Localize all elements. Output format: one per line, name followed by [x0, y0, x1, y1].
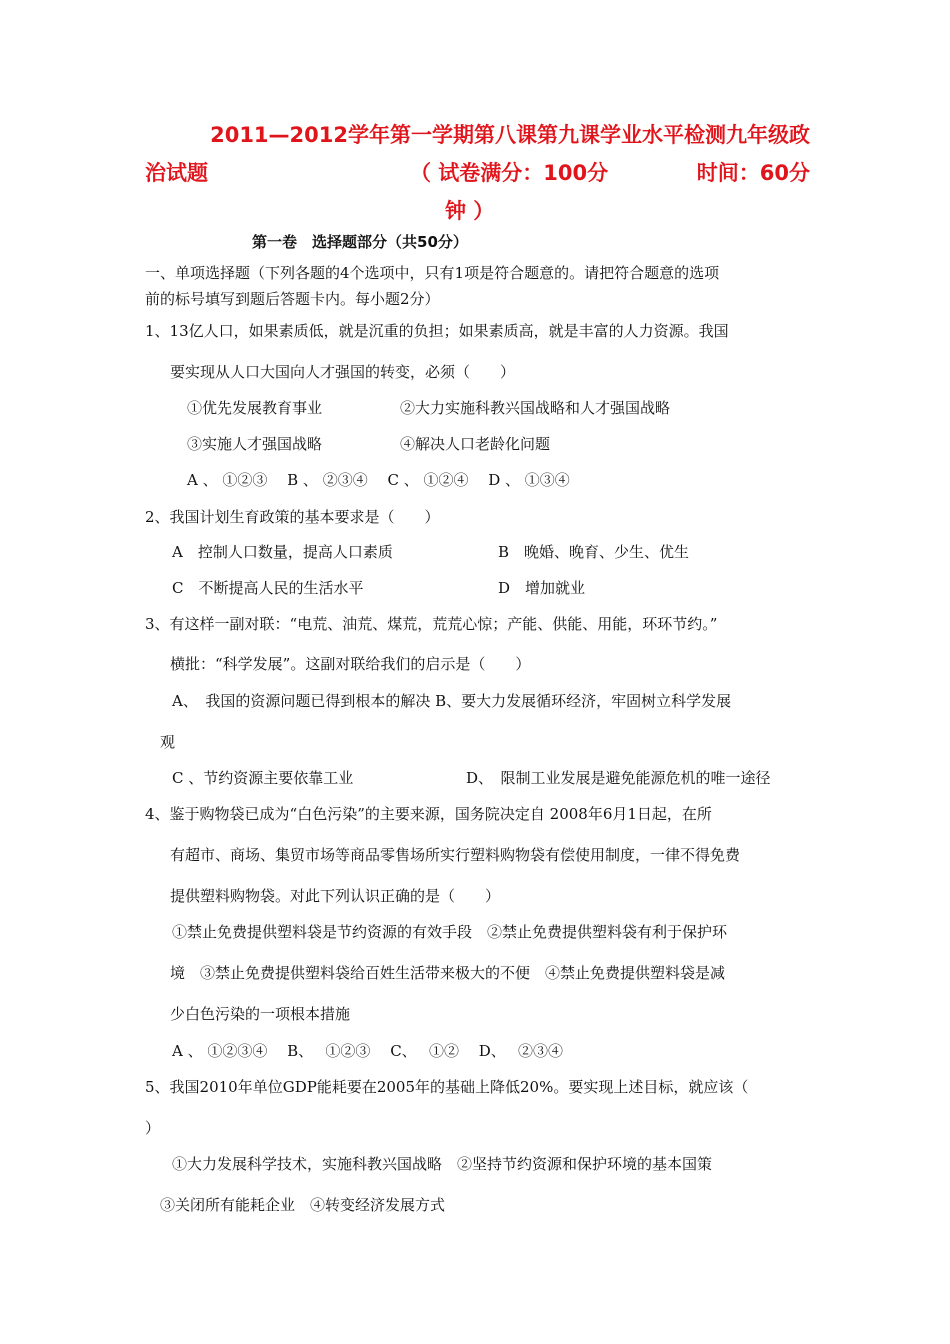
exam-title-line3: 钟 ） [445, 199, 495, 223]
question-4-options: 境 ③禁止免费提供塑料袋给百姓生活带来极大的不便 ④禁止免费提供塑料袋是减 [170, 964, 726, 982]
question-1-answers: A 、 ①②③ B 、 ②③④ C 、 ①②④ D 、 ①③④ [187, 471, 570, 489]
question-4-options: ①禁止免费提供塑料袋是节约资源的有效手段 ②禁止免费提供塑料袋有利于保护环 [172, 923, 728, 941]
question-3-option-b-cont: 观 [160, 733, 176, 751]
exam-title-line2 [145, 156, 810, 190]
question-1-option: ①优先发展教育事业 [187, 399, 323, 417]
question-5-options: ③关闭所有能耗企业 ④转变经济发展方式 [160, 1196, 446, 1214]
question-4-stem: 提供塑料购物袋。对此下列认识正确的是（ ） [170, 887, 501, 905]
question-1-option: ④解决人口老龄化问题 [400, 435, 551, 453]
question-2-stem: 2、我国计划生育政策的基本要求是（ ） [145, 508, 440, 526]
question-5-stem: ） [145, 1119, 161, 1137]
question-2-option-b: B 晚婚、晚育、少生、优生 [498, 543, 690, 561]
title-full-score: （ 试卷满分：100分 [410, 161, 609, 185]
question-4-answers: A 、 ①②③④ B、 ①②③ C、 ①② D、 ②③④ [172, 1042, 564, 1060]
intro-line: 前的标号填写到题后答题卡内。每小题2分） [145, 290, 440, 308]
question-2-option-c: C 不断提高人民的生活水平 [172, 579, 364, 597]
title-time: 时间：60分 [696, 161, 810, 185]
question-3-option-c: C 、节约资源主要依靠工业 [172, 769, 354, 787]
exam-title-line1: 2011—2012学年第一学期第八课第九课学业水平检测九年级政 [210, 123, 810, 147]
question-1-option: ③实施人才强国战略 [187, 435, 323, 453]
question-2-option-a: A 控制人口数量，提高人口素质 [172, 543, 393, 561]
question-5-options: ①大力发展科学技术，实施科教兴国战略 ②坚持节约资源和保护环境的基本国策 [172, 1155, 713, 1173]
question-2-option-d: D 增加就业 [498, 579, 586, 597]
question-1-stem: 要实现从人口大国向人才强国的转变，必须（ ） [170, 363, 516, 381]
question-3-stem: 横批：“科学发展”。这副对联给我们的启示是（ ） [170, 655, 531, 673]
question-5-stem: 5、我国2010年单位GDP能耗要在2005年的基础上降低20%。要实现上述目标，就应该（ [145, 1078, 749, 1096]
question-3-stem: 3、有这样一副对联：“电荒、油荒、煤荒，荒荒心惊；产能、供能、用能，环环节约。” [145, 615, 718, 633]
question-4-stem: 有超市、商场、集贸市场等商品零售场所实行塑料购物袋有偿使用制度，一律不得免费 [170, 846, 741, 864]
question-1-stem: 1、13亿人口，如果素质低，就是沉重的负担；如果素质高，就是丰富的人力资源。我国 [145, 322, 729, 340]
intro-line: 一、单项选择题（下列各题的4个选项中，只有1项是符合题意的。请把符合题意的选项 [145, 264, 720, 282]
question-4-stem: 4、鉴于购物袋已成为“白色污染”的主要来源，国务院决定自 2008年6月1日起，在所 [145, 805, 712, 823]
title-subject: 治试题 [145, 161, 208, 185]
question-3-option-ab: A、 我国的资源问题已得到根本的解决 B、要大力发展循环经济，牢固树立科学发展 [172, 692, 732, 710]
question-3-option-d: D、 限制工业发展是避免能源危机的唯一途径 [466, 769, 771, 787]
section-heading: 第一卷 选择题部分（共50分） [252, 233, 468, 251]
question-4-options: 少白色污染的一项根本措施 [170, 1005, 351, 1023]
question-1-option: ②大力实施科教兴国战略和人才强国战略 [400, 399, 671, 417]
